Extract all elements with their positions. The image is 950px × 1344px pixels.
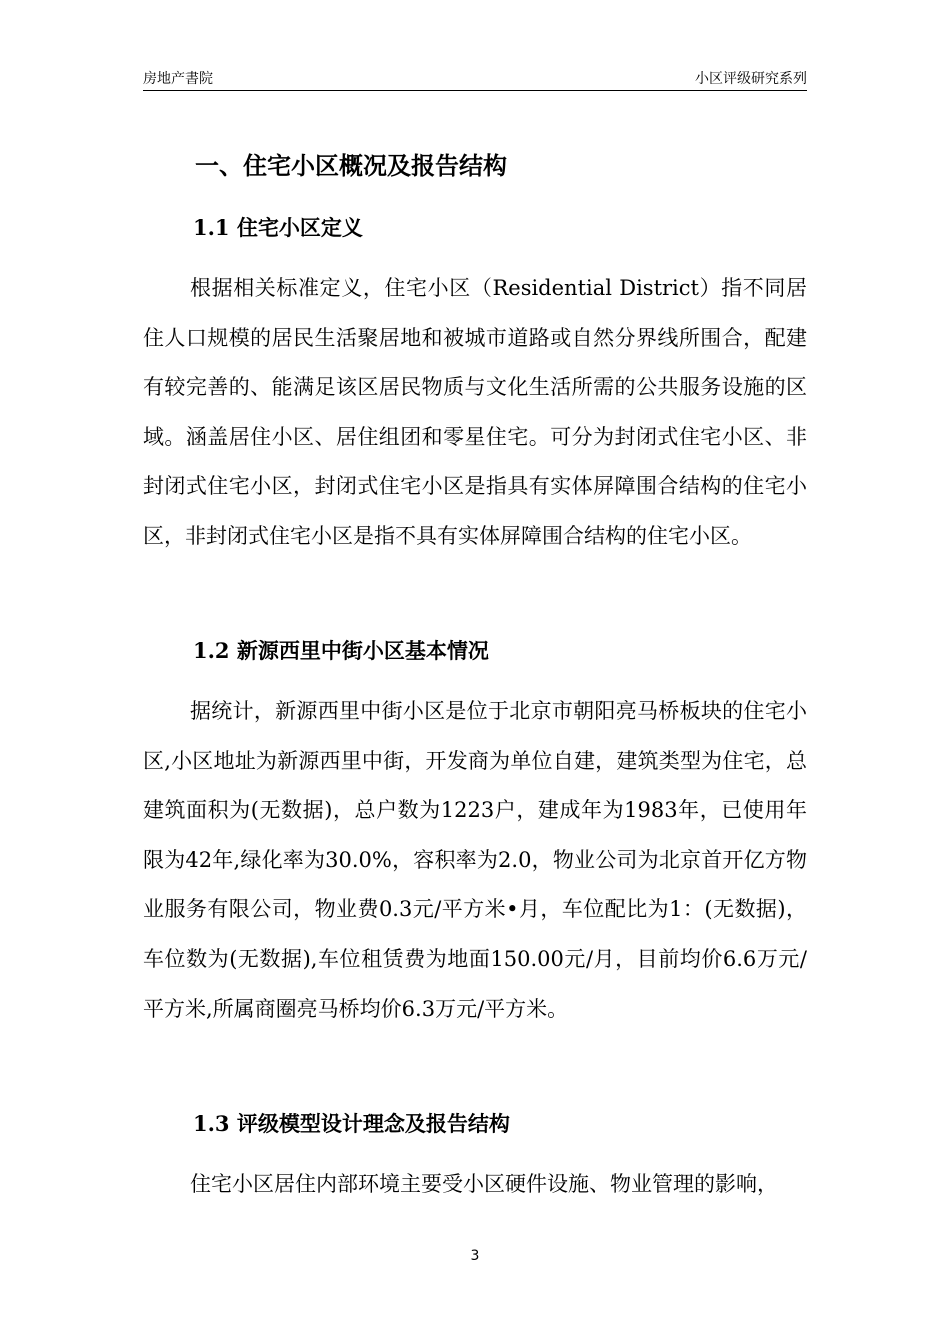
- section-heading-1-3: 1.3 评级模型设计理念及报告结构: [193, 1111, 510, 1136]
- section-paragraph-1-1: 根据相关标准定义，住宅小区（Residential District）指不同居住人口规模的居民生活聚居地和被城市道路或自然分界线所围合，配建有较完善的、能满足该区居民物质与文化生活所需的公共服务设施的区域。涵盖居住小区、居住组团和零星住宅。可分为封闭式住宅小区、非封闭式住宅小区，封闭式住宅小区是指具有实体屏障围合结构的住宅小区，非封闭式住宅小区是指不具有实体屏障围合结构的住宅小区。: [143, 276, 807, 548]
- chapter-heading: 一、住宅小区概况及报告结构: [195, 151, 507, 180]
- header-publisher: 房地产書院: [143, 71, 213, 87]
- section-paragraph-1-3: 住宅小区居住内部环境主要受小区硬件设施、物业管理的影响，: [190, 1172, 778, 1196]
- section-paragraph-1-2: 据统计，新源西里中街小区是位于北京市朝阳亮马桥板块的住宅小区,小区地址为新源西里中街，开发商为单位自建，建筑类型为住宅，总建筑面积为(无数据)，总户数为1223户，建成年为1983年，已使用年限为42年,绿化率为30.0%，容积率为2.0，物业公司为北京首开亿方物业服务有限公司，物业费0.3元/平方米•月，车位配比为1：(无数据)，车位数为(无数据),车位租赁费为地面150.00元/月，目前均价6.6万元/平方米,所属商圈亮马桥均价6.3万元/平方米。: [143, 699, 807, 1021]
- page-number: 3: [470, 1248, 480, 1264]
- header-series: 小区评级研究系列: [695, 71, 807, 87]
- page-header: [143, 66, 807, 91]
- section-heading-1-2: 1.2 新源西里中街小区基本情况: [193, 638, 489, 663]
- section-heading-1-1: 1.1 住宅小区定义: [193, 215, 363, 240]
